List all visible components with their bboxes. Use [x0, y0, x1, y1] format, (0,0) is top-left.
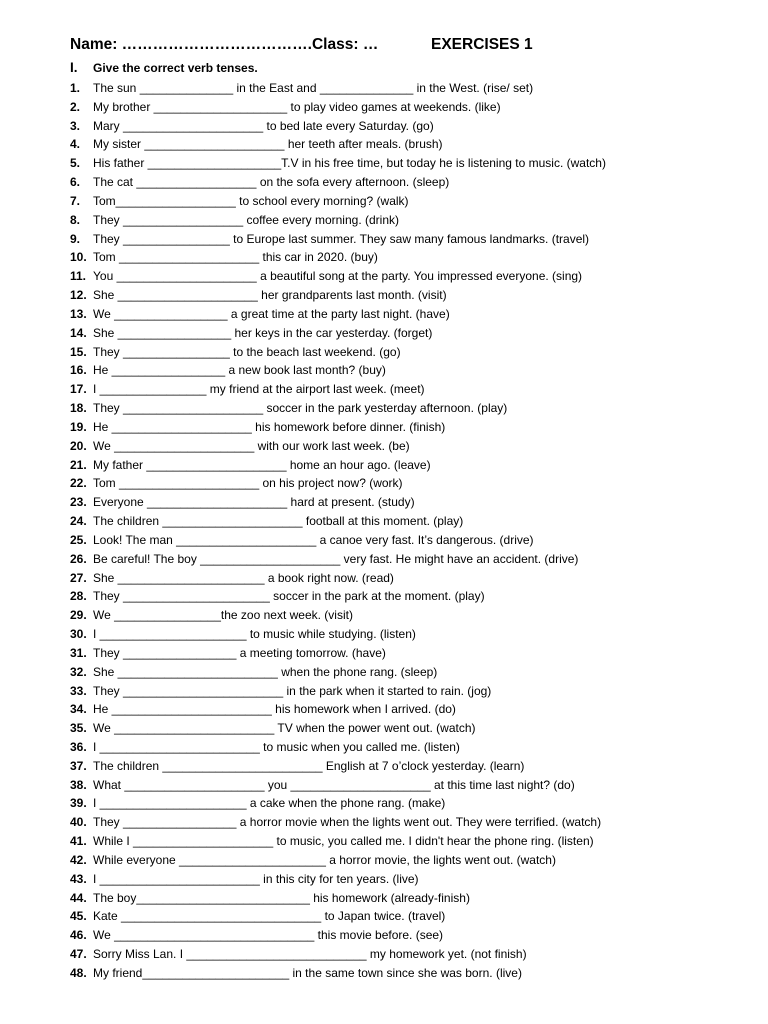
exercise-sentence: My friend______________________ in the same town since she was born. (live)	[93, 965, 522, 980]
exercise-sentence: While everyone ______________________ a horror movie, the lights went out. (watch)	[93, 852, 556, 867]
exercise-number: 24.	[70, 514, 87, 529]
exercise-number: 20.	[70, 438, 87, 453]
exercise-item	[70, 625, 760, 644]
exercise-sentence: Be careful! The boy _____________________ very fast. He might have an accident. (drive)	[93, 551, 579, 566]
exercise-number: 13.	[70, 306, 87, 321]
exercise-sentence: My brother ____________________ to play video games at weekends. (like)	[93, 99, 501, 114]
exercise-item	[70, 870, 760, 889]
exercise-number: 26.	[70, 551, 87, 566]
exercise-number: 6.	[70, 175, 81, 190]
exercise-item	[70, 700, 760, 719]
exercise-sentence: You _____________________ a beautiful song at the party. You impressed everyone. (sing)	[93, 269, 583, 284]
exercise-sentence: Everyone _____________________ hard at present. (study)	[93, 495, 415, 510]
exercise-number: 22.	[70, 476, 87, 491]
exercise-number: 31.	[70, 645, 87, 660]
exercise-item	[70, 926, 760, 945]
exercise-sentence: Sorry Miss Lan. I ___________________________ my homework yet. (not finish)	[93, 947, 527, 962]
exercise-sentence: I ______________________ a cake when the phone rang. (make)	[93, 796, 446, 811]
exercise-number: 19.	[70, 419, 87, 434]
exercise-item	[70, 776, 760, 795]
exercise-sentence: What _____________________ you _____________________ at this time last night? (do)	[93, 777, 575, 792]
exercise-sentence: She ________________________ when the phone rang. (sleep)	[93, 664, 438, 679]
exercise-number: 34.	[70, 702, 87, 717]
exercise-item	[70, 531, 760, 550]
exercise-item	[70, 606, 760, 625]
exercise-item	[70, 267, 760, 286]
exercise-sentence: They _____________________ soccer in the park yesterday afternoon. (play)	[93, 401, 508, 416]
exercise-item	[70, 832, 760, 851]
name-class-line: Name: ……………………………….Class: …	[70, 36, 379, 53]
exercise-number: 45.	[70, 909, 87, 924]
exercise-sentence: They _________________ a meeting tomorrow. (have)	[93, 645, 386, 660]
exercise-item	[70, 851, 760, 870]
exercise-sentence: I ________________________ in this city for ten years. (live)	[93, 871, 419, 886]
exercise-sentence: We _________________ a great time at the party last night. (have)	[93, 306, 450, 321]
exercise-item	[70, 248, 760, 267]
exercise-sentence: We ________________________ TV when the power went out. (watch)	[93, 721, 476, 736]
exercise-number: 12.	[70, 288, 87, 303]
exercise-item	[70, 945, 760, 964]
exercise-sentence: He _________________ a new book last month? (buy)	[93, 363, 386, 378]
exercise-number: 23.	[70, 495, 87, 510]
exercise-number: 2.	[70, 99, 81, 114]
exercise-item	[70, 98, 760, 117]
exercise-sentence: I ________________________ to music when you called me. (listen)	[93, 739, 460, 754]
exercise-sentence: The children ________________________ English at 7 o’clock yesterday. (learn)	[93, 758, 525, 773]
exercise-item	[70, 230, 760, 249]
exercise-number: 8.	[70, 212, 81, 227]
exercise-item	[70, 569, 760, 588]
exercise-item	[70, 437, 760, 456]
exercise-item	[70, 512, 760, 531]
exercise-number: 42.	[70, 852, 87, 867]
exercise-sentence: They ________________ to the beach last weekend. (go)	[93, 344, 401, 359]
exercise-number: 18.	[70, 401, 87, 416]
exercise-sentence: My sister _____________________ her teeth after meals. (brush)	[93, 137, 443, 152]
exercise-sentence: They _________________ a horror movie when the lights went out. They were terrified. (watch)	[93, 815, 602, 830]
exercise-sentence: They __________________ coffee every morning. (drink)	[93, 212, 399, 227]
exercise-number: 39.	[70, 796, 87, 811]
exercise-sentence: The cat __________________ on the sofa every afternoon. (sleep)	[93, 175, 450, 190]
exercise-number: 10.	[70, 250, 87, 265]
exercise-sentence: Tom _____________________ this car in 2020. (buy)	[93, 250, 378, 265]
exercise-sentence: She _________________ her keys in the car yesterday. (forget)	[93, 325, 433, 340]
exercise-item	[70, 456, 760, 475]
exercise-sentence: The boy__________________________ his homework (already-finish)	[93, 890, 470, 905]
section-instruction: Give the correct verb tenses.	[93, 61, 258, 75]
exercise-item	[70, 418, 760, 437]
exercise-number: 11.	[70, 269, 87, 284]
exercise-number: 15.	[70, 344, 87, 359]
exercise-sentence: They ________________________ in the park when it started to rain. (jog)	[93, 683, 492, 698]
exercise-sentence: His father ____________________T.V in his free time, but today he is listening to music. (watch)	[93, 156, 606, 171]
exercise-item	[70, 324, 760, 343]
exercise-item	[70, 343, 760, 362]
exercise-sentence: The sun ______________ in the East and ______________ in the West. (rise/ set)	[93, 81, 534, 95]
exercise-item	[70, 794, 760, 813]
worksheet-header	[70, 36, 748, 58]
exercise-number: 4.	[70, 137, 81, 152]
exercise-item	[70, 813, 760, 832]
exercise-number: 47.	[70, 947, 87, 962]
exercise-number: 41.	[70, 834, 87, 849]
exercise-number: 7.	[70, 193, 81, 208]
exercise-number: 43.	[70, 871, 87, 886]
exercise-item	[70, 644, 760, 663]
exercise-sentence: We ________________the zoo next week. (visit)	[93, 608, 353, 623]
exercise-sentence: I ______________________ to music while studying. (listen)	[93, 627, 416, 642]
exercise-item	[70, 757, 760, 776]
section-numeral: I.	[70, 60, 78, 75]
exercise-sentence: I ________________ my friend at the airport last week. (meet)	[93, 382, 425, 397]
exercise-item	[70, 192, 760, 211]
exercise-item	[70, 117, 760, 136]
exercise-item	[70, 154, 760, 173]
exercise-item	[70, 380, 760, 399]
exercise-number: 16.	[70, 363, 87, 378]
exercise-number: 3.	[70, 118, 81, 133]
exercises-title: EXERCISES 1	[431, 36, 533, 53]
exercise-sentence: While I _____________________ to music, you called me. I didn't hear the phone ring. (listen)	[93, 834, 594, 849]
exercise-number: 17.	[70, 382, 87, 397]
exercise-sentence: She _____________________ her grandparents last month. (visit)	[93, 288, 447, 303]
exercise-sentence: We ______________________________ this movie before. (see)	[93, 928, 444, 943]
exercise-number: 25.	[70, 532, 87, 547]
exercise-sentence: Look! The man _____________________ a canoe very fast. It’s dangerous. (drive)	[93, 532, 534, 547]
exercise-sentence: Tom__________________ to school every morning? (walk)	[93, 193, 409, 208]
exercise-item	[70, 474, 760, 493]
exercise-sentence: The children _____________________ football at this moment. (play)	[93, 514, 464, 529]
exercise-number: 33.	[70, 683, 87, 698]
exercise-item	[70, 361, 760, 380]
exercise-sentence: Kate ______________________________ to Japan twice. (travel)	[93, 909, 446, 924]
exercise-number: 36.	[70, 739, 87, 754]
exercise-item	[70, 738, 760, 757]
exercise-number: 35.	[70, 721, 87, 736]
exercise-number: 29.	[70, 608, 87, 623]
exercise-item	[70, 173, 760, 192]
exercise-number: 9.	[70, 231, 81, 246]
exercise-item	[70, 493, 760, 512]
exercise-number: 5.	[70, 156, 81, 171]
exercise-item	[70, 889, 760, 908]
exercise-number: 21.	[70, 457, 87, 472]
exercise-number: 48.	[70, 965, 87, 980]
exercise-item	[70, 663, 760, 682]
exercise-item	[70, 587, 760, 606]
exercise-item	[70, 964, 760, 983]
exercise-sentence: They ________________ to Europe last summer. They saw many famous landmarks. (travel)	[93, 231, 590, 246]
exercise-item	[70, 682, 760, 701]
exercise-number: 44.	[70, 890, 87, 905]
exercise-sentence: We _____________________ with our work last week. (be)	[93, 438, 410, 453]
exercise-number: 32.	[70, 664, 87, 679]
exercise-item	[70, 550, 760, 569]
exercise-sentence: Tom _____________________ on his project now? (work)	[93, 476, 403, 491]
exercise-sentence: My father _____________________ home an hour ago. (leave)	[93, 457, 431, 472]
exercise-item	[70, 907, 760, 926]
exercise-item	[70, 719, 760, 738]
exercise-item	[70, 399, 760, 418]
exercise-number: 14.	[70, 325, 87, 340]
exercise-sentence: He _____________________ his homework before dinner. (finish)	[93, 419, 446, 434]
exercise-number: 46.	[70, 928, 87, 943]
exercise-number: 30.	[70, 627, 87, 642]
exercise-number: 1.	[70, 81, 81, 95]
exercise-number: 38.	[70, 777, 87, 792]
exercise-item	[70, 135, 760, 154]
exercise-list	[70, 79, 760, 983]
exercise-number: 37.	[70, 758, 87, 773]
exercise-sentence: Mary _____________________ to bed late every Saturday. (go)	[93, 118, 434, 133]
exercise-sentence: She ______________________ a book right now. (read)	[93, 570, 394, 585]
exercise-sentence: They ______________________ soccer in the park at the moment. (play)	[93, 589, 485, 604]
exercise-number: 40.	[70, 815, 87, 830]
exercise-item	[70, 286, 760, 305]
exercise-item	[70, 79, 760, 98]
exercise-sentence: He ________________________ his homework when I arrived. (do)	[93, 702, 456, 717]
exercise-item	[70, 211, 760, 230]
exercise-item	[70, 305, 760, 324]
exercise-number: 28.	[70, 589, 87, 604]
exercise-number: 27.	[70, 570, 87, 585]
